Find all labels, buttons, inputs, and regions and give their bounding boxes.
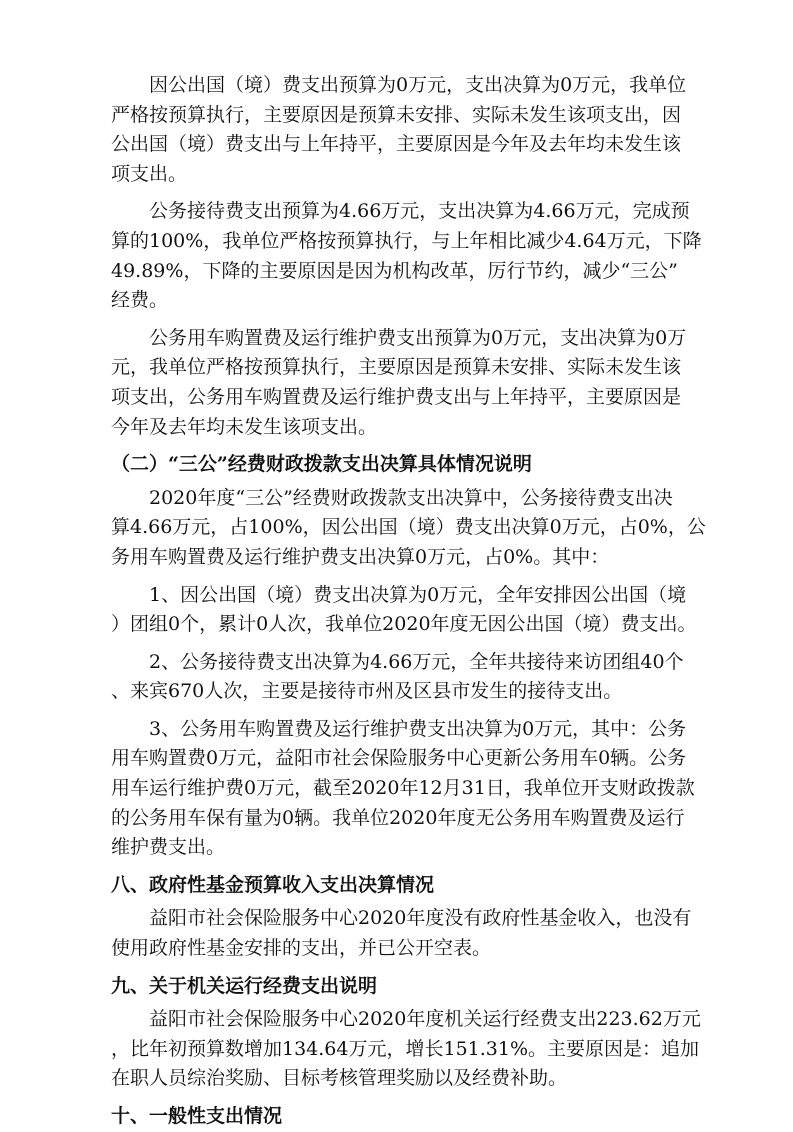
section-heading [111,972,743,1002]
section-heading [111,450,743,480]
document-body [111,71,743,1132]
body-paragraph [111,1005,743,1094]
paragraph-line: 严格按预算执行，主要原因是预算未安排、实际未发生该项支出，因 [111,103,682,126]
paragraph-line: 经费。 [111,289,169,312]
body-paragraph [111,648,743,707]
paragraph-line: 用车购置费0万元，益阳市社会保险服务中心更新公务用车0辆。公务 [111,747,687,770]
heading-text: 十、一般性支出情况 [111,1105,283,1127]
heading-text: （二）“三公”经费财政拨款支出决算具体情况说明 [111,453,532,476]
paragraph-line: 维护费支出。 [111,836,226,859]
paragraph-line: 49.89%，下降的主要原因是因为机构改革，厉行节约，减少“三公” [111,259,678,282]
paragraph-line: 公务用车购置费及运行维护费支出预算为0万元，支出决算为0万 [149,326,687,349]
body-paragraph [111,715,743,863]
heading-text: 八、政府性基金预算收入支出决算情况 [111,873,435,896]
paragraph-line: 使用政府性基金安排的支出，并已公开空表。 [111,937,492,960]
paragraph-line: 公出国（境）费支出与上年持平，主要原因是今年及去年均未发生该 [111,133,682,156]
section-heading [111,871,743,901]
body-paragraph [111,581,743,640]
body-paragraph [111,197,743,315]
paragraph-line: 益阳市社会保险服务中心2020年度机关运行经费支出223.62万元 [149,1008,701,1031]
paragraph-line: 项支出，公务用车购置费及运行维护费支出与上年持平，主要原因是 [111,385,682,408]
paragraph-line: 的公务用车保有量为0辆。我单位2020年度无公务用车购置费及运行 [111,806,685,829]
body-paragraph [111,71,743,189]
paragraph-line: 在职人员综治奖励、目标考核管理奖励以及经费补助。 [111,1067,568,1090]
paragraph-line: 、来宾670人次，主要是接待市州及区县市发生的接待支出。 [111,680,623,703]
body-paragraph [111,484,743,573]
body-paragraph [111,904,743,963]
paragraph-line: 益阳市社会保险服务中心2020年度没有政府性基金收入，也没有 [149,907,692,930]
paragraph-line: 今年及去年均未发生该项支出。 [111,415,378,438]
paragraph-line: 2、公务接待费支出决算为4.66万元，全年共接待来访团组40个 [149,650,684,673]
paragraph-line: 务用车购置费及运行维护费支出决算0万元，占0%。其中： [111,545,610,568]
paragraph-line: 元，我单位严格按预算执行，主要原因是预算未安排、实际未发生该 [111,356,682,379]
paragraph-line: 2020年度“三公”经费财政拨款支出决算中，公务接待费支出决 [149,486,673,509]
paragraph-line: 用车运行维护费0万元，截至2020年12月31日，我单位开支财政拨款 [111,777,695,800]
paragraph-line: ）团组0个，累计0人次，我单位2020年度无因公出国（境）费支出。 [111,613,697,636]
paragraph-line: 算的100%，我单位严格按预算执行，与上年相比减少4.64万元，下降 [111,229,702,252]
paragraph-line: 因公出国（境）费支出预算为0万元，支出决算为0万元，我单位 [149,74,687,96]
paragraph-line: 算4.66万元，占100%，因公出国（境）费支出决算0万元，占0%，公 [111,516,706,539]
section-heading [111,1102,743,1132]
paragraph-line: ，比年初预算数增加134.64万元，增长151.31%。主要原因是：追加 [111,1037,700,1060]
paragraph-line: 公务接待费支出预算为4.66万元，支出决算为4.66万元，完成预 [149,200,690,223]
paragraph-line: 3、公务用车购置费及运行维护费支出决算为0万元，其中：公务 [149,717,687,740]
paragraph-line: 项支出。 [111,162,188,185]
body-paragraph [111,324,743,442]
paragraph-line: 1、因公出国（境）费支出决算为0万元，全年安排因公出国（境 [149,583,687,606]
heading-text: 九、关于机关运行经费支出说明 [111,974,378,997]
